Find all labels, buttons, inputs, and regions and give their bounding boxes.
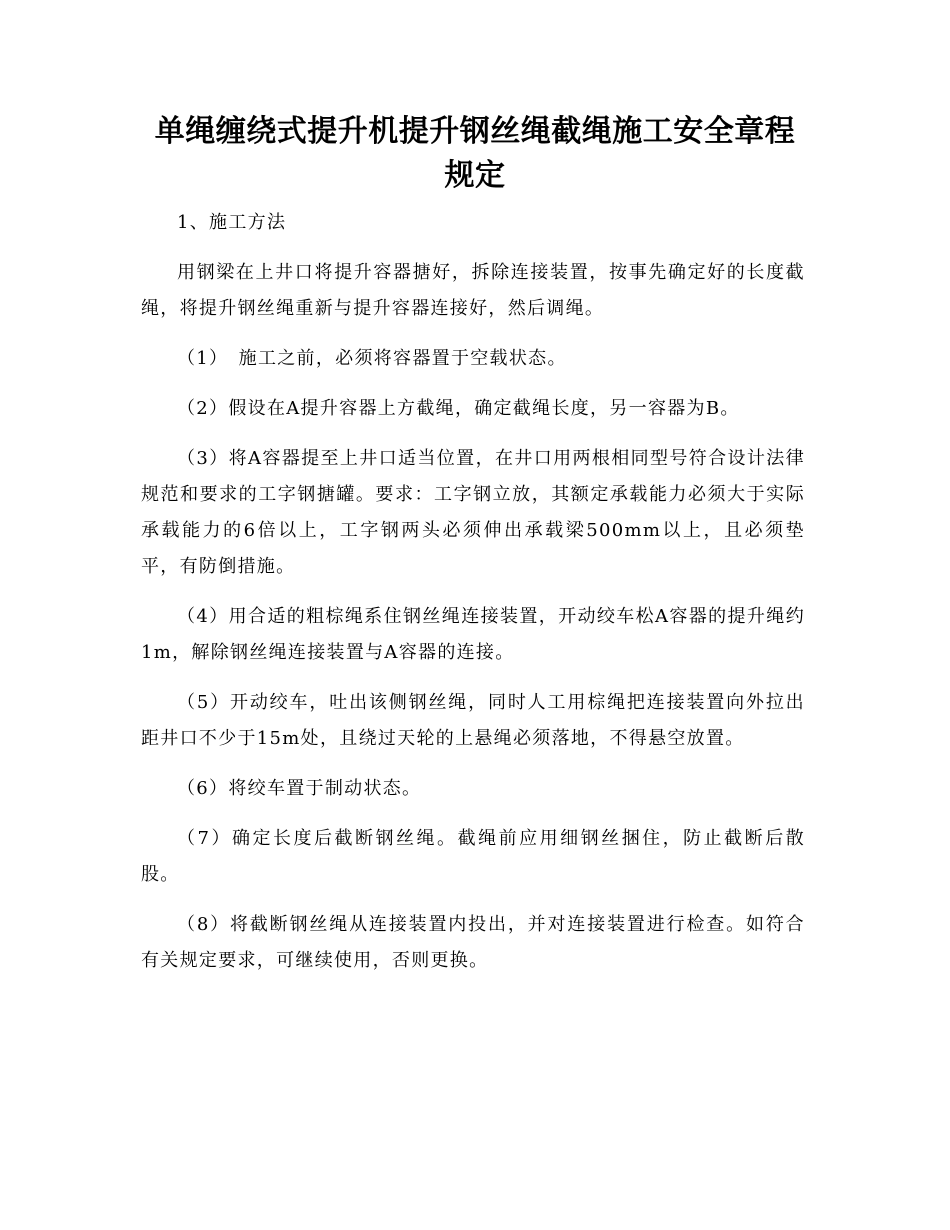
paragraph-step-2: （2）假设在A提升容器上方截绳，确定截绳长度，另一容器为B。 bbox=[177, 398, 740, 419]
paragraph-step-1: （1） 施工之前，必须将容器置于空载状态。 bbox=[177, 348, 567, 369]
paragraph-step-4: （4）用合适的粗棕绳系住钢丝绳连接装置，开动绞车松A容器的提升绳约1m，解除钢丝绳连接装置与A容器的连接。 bbox=[141, 606, 805, 663]
section-heading-construction-method: 1、施工方法 bbox=[177, 212, 287, 233]
document-body bbox=[141, 205, 805, 979]
document-title: 单绳缠绕式提升机提升钢丝绳截绳施工安全章程规定 bbox=[154, 114, 796, 193]
paragraph-overview: 用钢梁在上井口将提升容器搪好，拆除连接装置，按事先确定好的长度截绳，将提升钢丝绳重新与提升容器连接好，然后调绳。 bbox=[141, 262, 805, 319]
paragraph-step-5: （5）开动绞车，吐出该侧钢丝绳，同时人工用棕绳把连接装置向外拉出距井口不少于15m处，且绕过天轮的上悬绳必须落地，不得悬空放置。 bbox=[141, 692, 805, 749]
paragraph-step-7: （7）确定长度后截断钢丝绳。截绳前应用细钢丝捆住，防止截断后散股。 bbox=[141, 828, 805, 885]
paragraph-step-3: （3）将A容器提至上井口适当位置，在井口用两根相同型号符合设计法律规范和要求的工字钢搪罐。要求：工字钢立放，其额定承载能力必须大于实际承载能力的6倍以上，工字钢两头必须伸出承载梁500mm以上，且必须垫平，有防倒措施。 bbox=[141, 448, 805, 577]
paragraph-step-6: （6）将绞车置于制动状态。 bbox=[177, 778, 422, 799]
paragraph-step-8: （8）将截断钢丝绳从连接装置内投出，并对连接装置进行检查。如符合有关规定要求，可继续使用，否则更换。 bbox=[141, 914, 805, 971]
